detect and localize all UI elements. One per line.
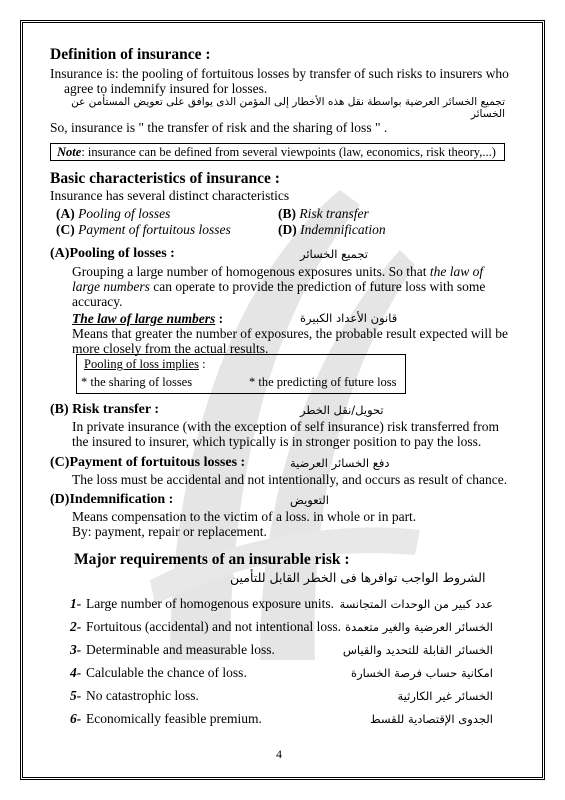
requirements-arabic-heading: الشروط الواجب توافرها فى الخطر القابل للتأمين (230, 570, 486, 585)
characteristics-intro: Insurance has several distinct characteristics (50, 188, 290, 203)
note-text: : insurance can be defined from several viewpoints (law, economics, risk theory,...) (81, 145, 496, 159)
definition-heading: Definition of insurance : (50, 46, 211, 63)
law-large-numbers-arabic: قانون الأعداد الكبيرة (300, 311, 398, 325)
section-a-heading: (A)Pooling of losses : (50, 246, 175, 261)
definition-line-2: agree to indemnify insured for losses. (64, 81, 268, 96)
characteristic-b: (B) Risk transfer (278, 206, 369, 221)
section-b-text: In private insurance (with the exception of self insurance) risk transferred from the insured to insurer, which typically is in stronger position to pay the loss. (72, 419, 499, 449)
pooling-implies-title: Pooling of loss implies : (84, 357, 206, 371)
requirements-heading: Major requirements of an insurable risk : (74, 551, 350, 568)
law-large-numbers-heading: The law of large numbers : (72, 311, 224, 326)
section-c-heading: (C)Payment of fortuitous losses : (50, 455, 246, 470)
definition-line-1: Insurance is: the pooling of fortuitous losses by transfer of such risks to insurers who (50, 66, 509, 81)
section-d-heading: (D)Indemnification : (50, 492, 174, 507)
section-c-arabic: دفع الخسائر العرضية (290, 456, 390, 470)
note-box (50, 143, 505, 161)
characteristic-d: (D) Indemnification (278, 222, 386, 237)
law-large-numbers-text: Means that greater the number of exposures, the probable result expected will be more closely from the actual results. (72, 326, 508, 356)
characteristic-a: (A) Pooling of losses (56, 206, 171, 221)
section-d-arabic: التعويض (290, 493, 329, 507)
pooling-implies-item-1: * the sharing of losses (81, 375, 193, 389)
section-a-arabic: تجميع الخسائر (300, 247, 368, 261)
pooling-implies-item-2: * the predicting of future loss (249, 375, 397, 389)
characteristic-c: (C) Payment of fortuitous losses (56, 222, 231, 237)
page-number: 4 (276, 747, 282, 761)
section-b-heading: (B) Risk transfer : (50, 402, 160, 417)
pooling-implies-box (76, 354, 406, 394)
definition-arabic: تجميع الخسائر العرضية بواسطة نقل هذه الأخطار إلى المؤمن الذى يوافق على تعويض المستأمن عن الخسائر (71, 96, 505, 120)
section-a-paragraph: Grouping a large number of homogenous exposures units. So that the law of large numbers can operate to provide the prediction of future loss with some accuracy. (72, 264, 486, 309)
section-c-text: The loss must be accidental and not intentionally, and occurs as result of chance. (72, 472, 508, 487)
definition-summary: So, insurance is " the transfer of risk and the sharing of loss " . (50, 120, 388, 135)
note-label: Note (57, 145, 82, 159)
characteristics-heading: Basic characteristics of insurance : (50, 170, 280, 187)
section-b-arabic: تحويل/نقل الخطر (300, 403, 384, 417)
section-d-text: Means compensation to the victim of a loss. in whole or in part. By: payment, repair or replacement. (72, 509, 417, 539)
